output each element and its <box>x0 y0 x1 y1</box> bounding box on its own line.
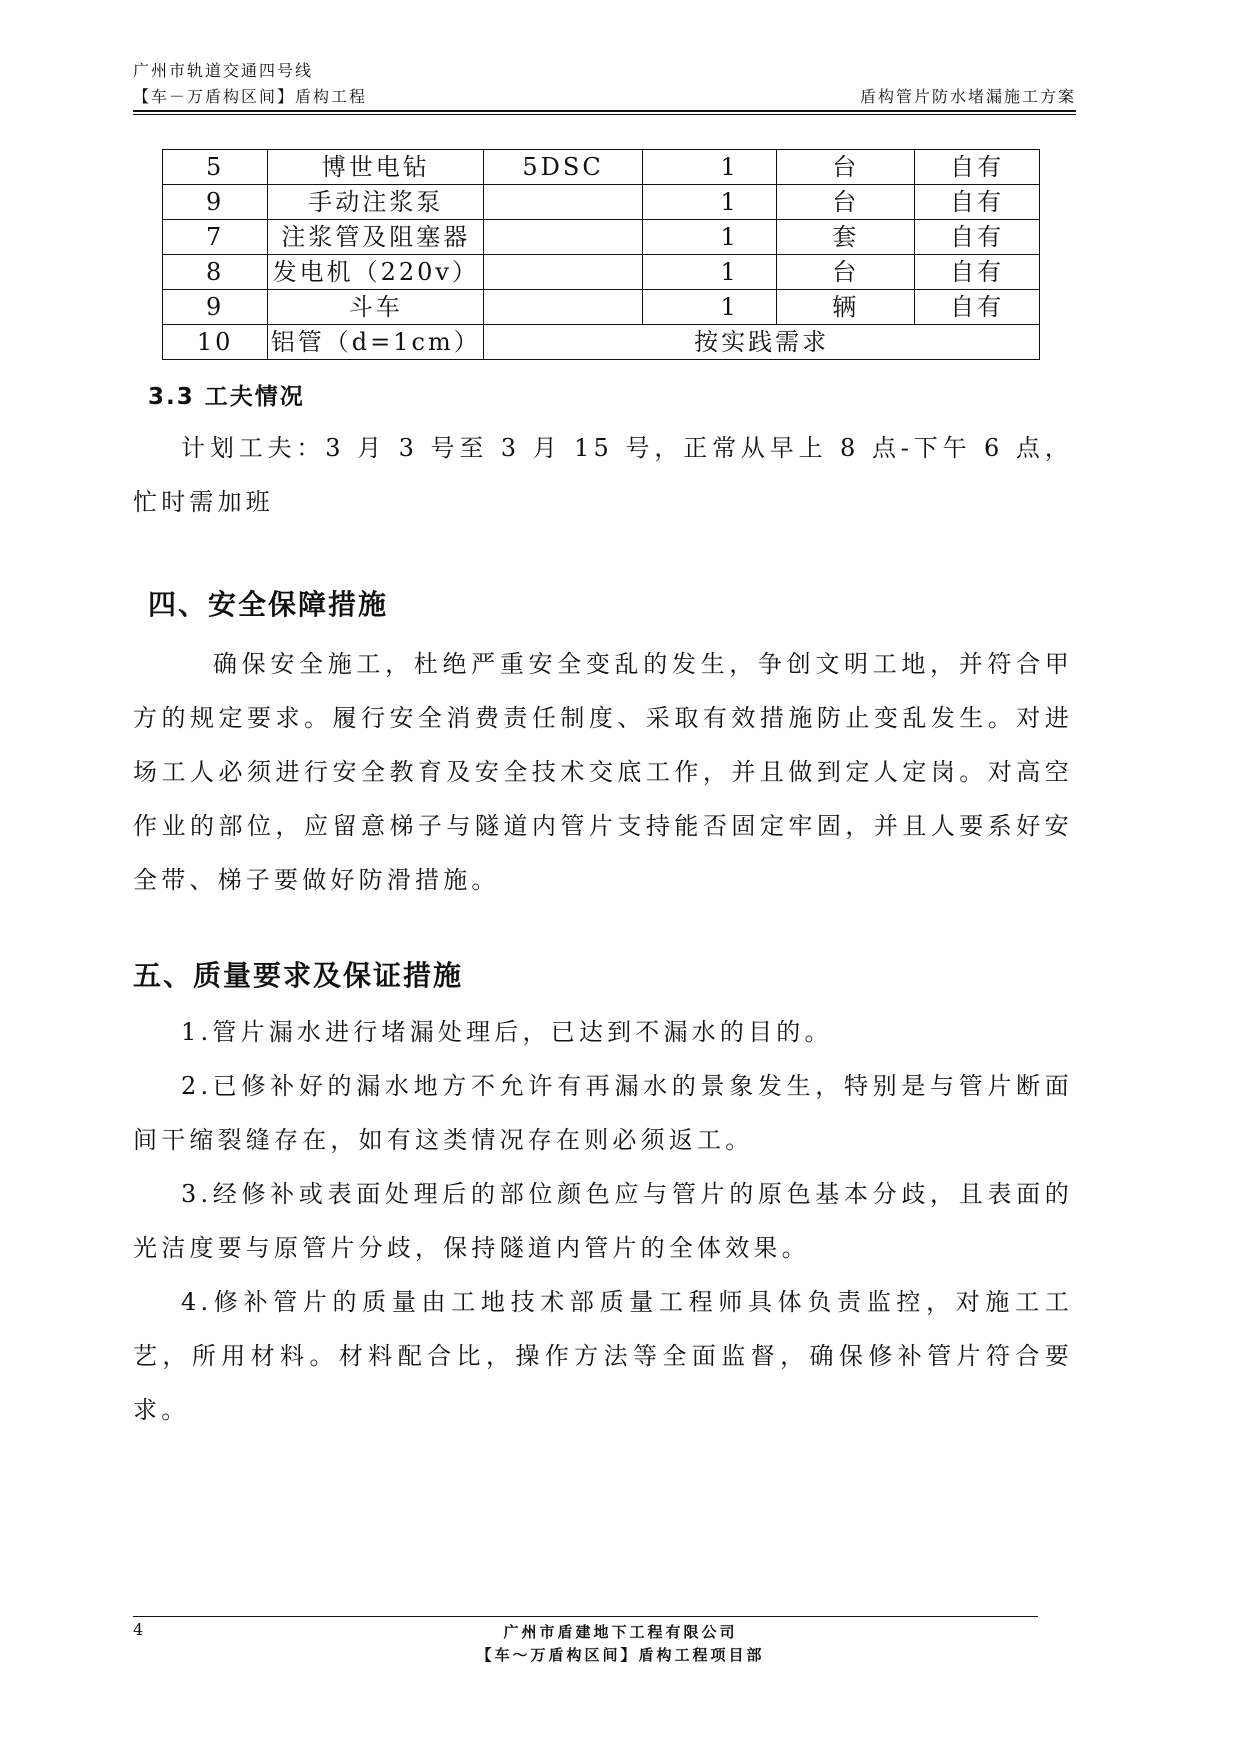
table-row <box>163 150 1040 185</box>
header-rule-thin <box>133 114 1076 115</box>
cell-owner: 自有 <box>915 290 1040 325</box>
section-5-item-4: 4.修补管片的质量由工地技术部质量工程师具体负责监控，对施工工艺，所用材料。材料配合比，操作方法等全面监督，确保修补管片符合要求。 <box>133 1288 1073 1424</box>
cell-model <box>484 290 643 325</box>
section-5-item-2: 2.已修补好的漏水地方不允许有再漏水的景象发生，特别是与管片断面间干缩裂缝存在，如有这类情况存在则必须返工。 <box>133 1072 1073 1154</box>
header-project-line: 广州市轨道交通四号线 <box>133 61 314 80</box>
table-row <box>163 290 1040 325</box>
footer-department: 【车～万盾构区间】盾构工程项目部 <box>476 1646 765 1664</box>
cell-qty: 1 <box>642 185 777 220</box>
header-doc-title: 盾构管片防水堵漏施工方案 <box>859 87 1076 106</box>
page-number: 4 <box>133 1620 144 1639</box>
header-section-line: 【车－万盾构区间】盾构工程 <box>133 87 368 106</box>
cell-model <box>484 185 643 220</box>
cell-note: 按实践需求 <box>484 325 1040 360</box>
cell-name: 博世电钻 <box>268 150 484 185</box>
header-rule <box>133 110 1076 112</box>
cell-no: 10 <box>163 325 268 360</box>
cell-no: 8 <box>163 255 268 290</box>
equipment-table <box>162 149 1040 360</box>
cell-owner: 自有 <box>915 255 1040 290</box>
section-4-heading: 四、安全保障措施 <box>148 588 389 621</box>
cell-owner: 自有 <box>915 220 1040 255</box>
cell-name: 发电机（220v） <box>268 255 484 290</box>
cell-model: 5DSC <box>484 150 643 185</box>
cell-qty: 1 <box>642 150 777 185</box>
section-5-item-3: 3.经修补或表面处理后的部位颜色应与管片的原色基本分歧，且表面的光洁度要与原管片分歧，保持隧道内管片的全体效果。 <box>133 1180 1073 1262</box>
cell-name: 注浆管及阻塞器 <box>268 220 484 255</box>
cell-no: 9 <box>163 185 268 220</box>
cell-no: 9 <box>163 290 268 325</box>
cell-unit: 套 <box>777 220 915 255</box>
footer-rule <box>133 1616 1038 1617</box>
cell-owner: 自有 <box>915 185 1040 220</box>
cell-unit: 辆 <box>777 290 915 325</box>
cell-unit: 台 <box>777 185 915 220</box>
section-5-item-1: 1.管片漏水进行堵漏处理后，已达到不漏水的目的。 <box>181 1018 833 1046</box>
cell-no: 5 <box>163 150 268 185</box>
cell-qty: 1 <box>642 255 777 290</box>
cell-name: 斗车 <box>268 290 484 325</box>
table-row <box>163 185 1040 220</box>
table-row <box>163 255 1040 290</box>
cell-unit: 台 <box>777 150 915 185</box>
section-5-heading: 五、质量要求及保证措施 <box>133 959 464 992</box>
cell-qty: 1 <box>642 290 777 325</box>
section-3-3-heading: 3.3 工夫情况 <box>148 384 305 410</box>
cell-model <box>484 220 643 255</box>
cell-no: 7 <box>163 220 268 255</box>
cell-model <box>484 255 643 290</box>
cell-qty: 1 <box>642 220 777 255</box>
table-row <box>163 325 1040 360</box>
section-3-3-paragraph: 计划工夫：3 月 3 号至 3 月 15 号，正常从早上 8 点-下午 6 点，忙时需加班 <box>133 434 1073 516</box>
table-row <box>163 220 1040 255</box>
cell-unit: 台 <box>777 255 915 290</box>
footer-company: 广州市盾建地下工程有限公司 <box>503 1623 738 1641</box>
cell-name: 手动注浆泵 <box>268 185 484 220</box>
cell-owner: 自有 <box>915 150 1040 185</box>
section-4-paragraph: 确保安全施工，杜绝严重安全变乱的发生，争创文明工地，并符合甲方的规定要求。履行安全消费责任制度、采取有效措施防止变乱发生。对进场工人必须进行安全教育及安全技术交底工作，并且做到定人定岗。对高空作业的部位，应留意梯子与隧道内管片支持能否固定牢固，并且人要系好安全带、梯子要做好防滑措施。 <box>133 650 1073 894</box>
cell-name: 铝管（d=1cm） <box>268 325 484 360</box>
